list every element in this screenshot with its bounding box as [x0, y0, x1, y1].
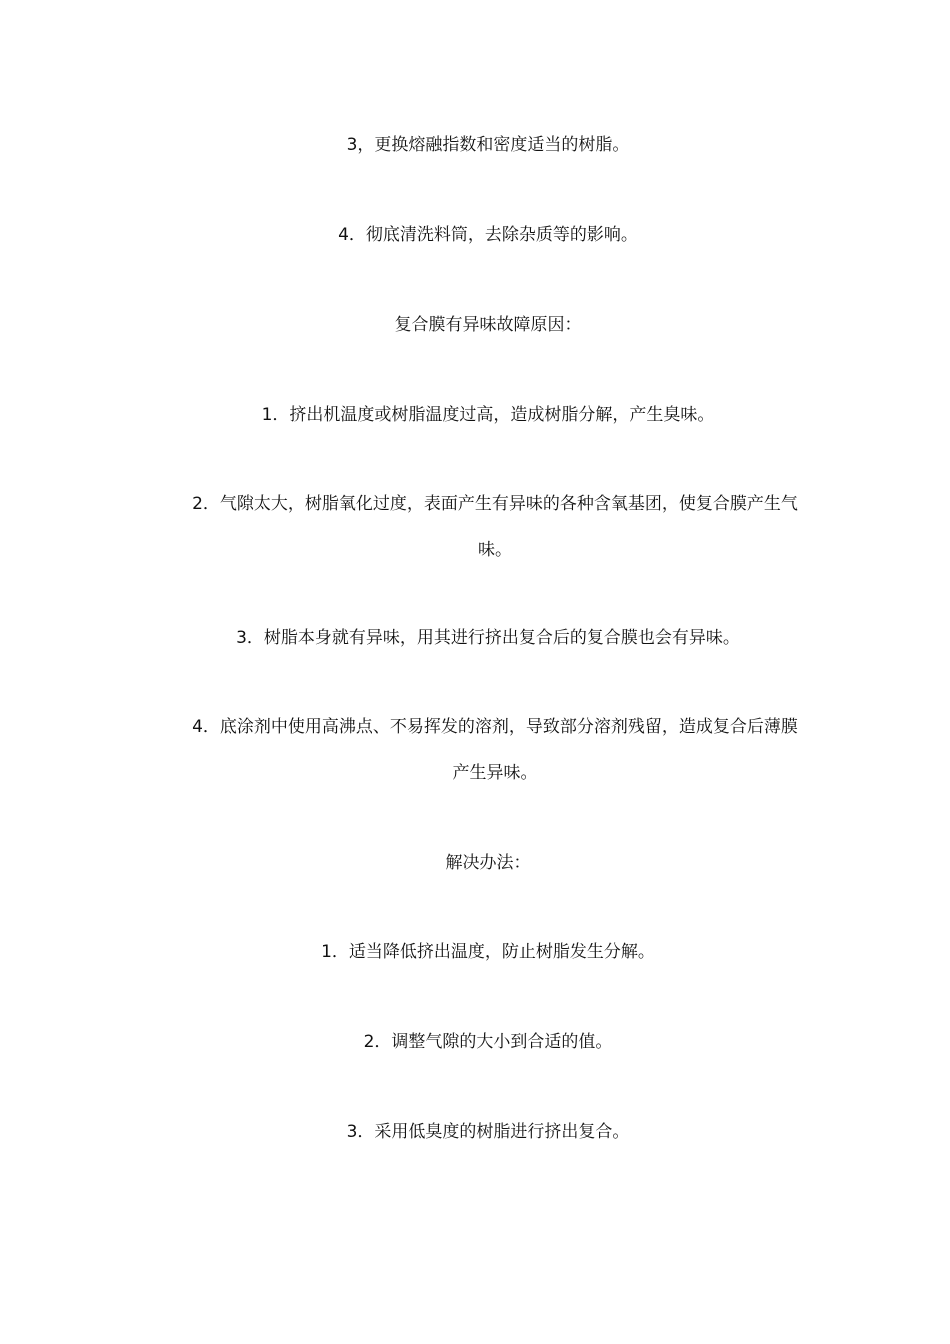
text-line-9: 1．适当降低挤出温度，防止树脂发生分解。 — [321, 942, 655, 962]
text-line-2: 4．彻底清洗料筒，去除杂质等的影响。 — [338, 225, 638, 245]
text-line-11: 3．采用低臭度的树脂进行挤出复合。 — [346, 1122, 630, 1142]
text-line-5: 2．气隙太大，树脂氧化过度，表面产生有异味的各种含氧基团，使复合膜产生气味。 — [192, 494, 798, 560]
text-line-1: 3，更换熔融指数和密度适当的树脂。 — [346, 135, 630, 155]
text-line-7: 4．底涂剂中使用高沸点、不易挥发的溶剂，导致部分溶剂残留，造成复合后薄膜产生异味。 — [192, 717, 798, 783]
text-line-4: 1．挤出机温度或树脂温度过高，造成树脂分解，产生臭味。 — [261, 405, 715, 425]
section-heading-solutions: 解决办法： — [445, 853, 531, 873]
text-line-6: 3．树脂本身就有异味，用其进行挤出复合后的复合膜也会有异味。 — [236, 628, 740, 648]
section-heading-causes: 复合膜有异味故障原因： — [394, 315, 582, 335]
text-line-10: 2．调整气隙的大小到合适的值。 — [363, 1032, 613, 1052]
